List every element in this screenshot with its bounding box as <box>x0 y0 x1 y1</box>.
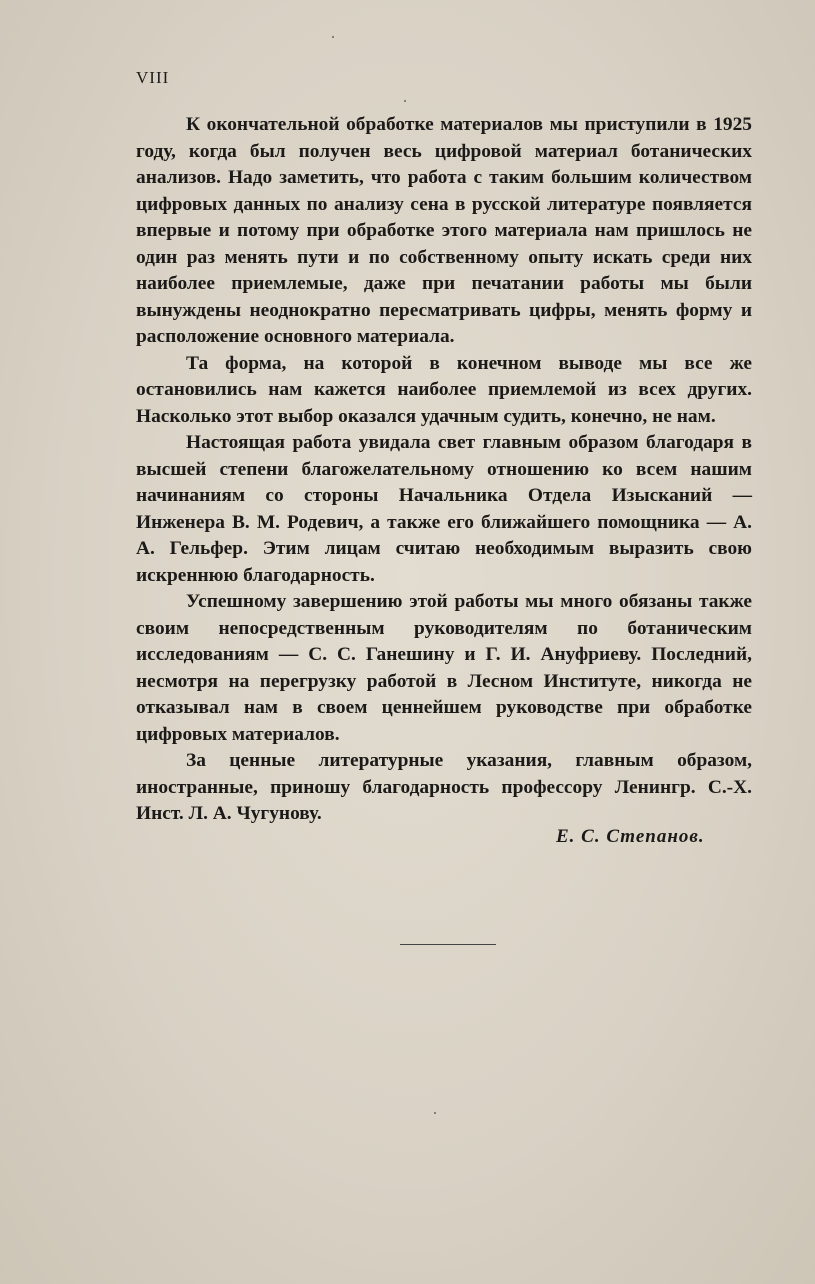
paper-speck <box>434 1112 436 1114</box>
paragraph: Та форма, на которой в конечном выводе мы все же остановились нам кажется наиболее приемлемой из всех других. Насколько этот выбор оказался удачным судить, конечно, не нам. <box>136 352 752 427</box>
author-signature: Е. С. Степанов. <box>556 826 705 847</box>
section-divider <box>400 944 496 945</box>
paragraph: За ценные литературные указания, главным образом, иностранные, приношу благодарность профессору Ленингр. С.-Х. Инст. Л. А. Чугунову. <box>136 750 752 824</box>
paragraph: Настоящая работа увидала свет главным образом благодаря в высшей степени благожелательному отношению ко всем нашим начинаниям со стороны Начальника Отдела Изысканий — Инженера В. М. Родевич, а также его ближайшего помощника — А. А. Гельфер. Этим лицам считаю необходимым выразить свою искреннюю благодарность. <box>136 432 752 586</box>
paper-speck <box>332 36 334 38</box>
body-text <box>136 112 752 828</box>
paragraph: Успешному завершению этой работы мы много обязаны также своим непосредственным руководителям по ботаническим исследованиям — С. С. Ганешину и Г. И. Ануфриеву. Последний, несмотря на перегрузку работой в Лесном Институте, никогда не отказывал нам в своем ценнейшем руководстве при обработке цифровых материалов. <box>136 591 752 745</box>
paragraph: К окончательной обработке материалов мы приступили в 1925 году, когда был получен весь цифровой материал ботанических анализов. Надо заметить, что работа с таким большим количеством цифровых данных по анализу сена в русской литературе появляется впервые и потому при обработке этого материала нам пришлось не один раз менять пути и по собственному опыту искать среди них наиболее приемлемые, даже при печатании работы мы были вынуждены неоднократно пересматривать цифры, менять форму и расположение основного материала. <box>136 114 752 347</box>
paper-speck <box>404 100 406 102</box>
page-number: VIII <box>136 68 170 87</box>
